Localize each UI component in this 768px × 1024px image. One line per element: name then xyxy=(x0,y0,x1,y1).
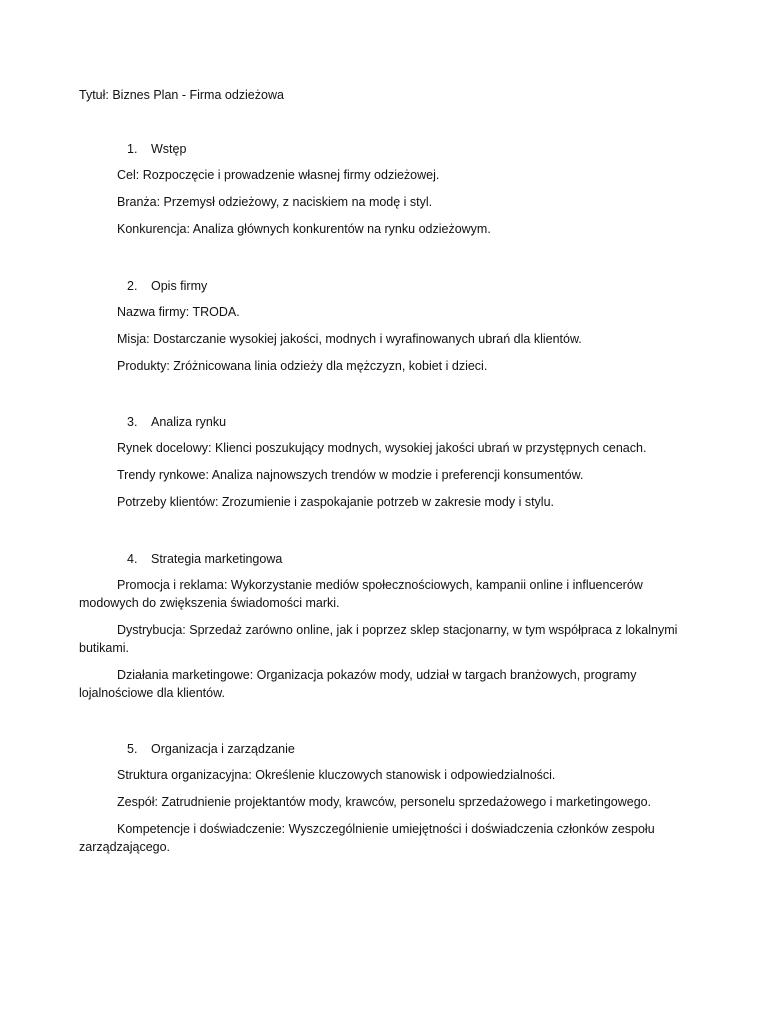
section-heading xyxy=(79,550,679,568)
section-number: 2. xyxy=(127,279,138,293)
paragraph: Cel: Rozpoczęcie i prowadzenie własnej firmy odzieżowej. xyxy=(117,168,440,182)
section-heading-text: Analiza rynku xyxy=(151,415,227,429)
section-intro xyxy=(79,140,679,247)
section-number: 3. xyxy=(127,415,138,429)
paragraph: Trendy rynkowe: Analiza najnowszych trendów w modzie i preferencji konsumentów. xyxy=(117,468,584,482)
section-number: 4. xyxy=(127,552,138,566)
document-title: Tytuł: Biznes Plan - Firma odzieżowa xyxy=(79,88,284,102)
paragraph: Branża: Przemysł odzieżowy, z naciskiem na modę i styl. xyxy=(117,195,433,209)
section-number: 5. xyxy=(127,742,138,756)
paragraph: Działania marketingowe: Organizacja pokazów mody, udział w targach branżowych, programy lojalnościowe dla klientów. xyxy=(79,668,637,700)
section-number: 1. xyxy=(127,142,138,156)
section-market-analysis xyxy=(79,413,679,520)
paragraph: Nazwa firmy: TRODA. xyxy=(117,305,240,319)
paragraph: Misja: Dostarczanie wysokiej jakości, modnych i wyrafinowanych ubrań dla klientów. xyxy=(117,332,582,346)
section-heading xyxy=(79,740,679,758)
section-marketing-strategy xyxy=(79,550,679,711)
section-heading-text: Strategia marketingowa xyxy=(151,552,283,566)
paragraph: Rynek docelowy: Klienci poszukujący modnych, wysokiej jakości ubrań w przystępnych cenach. xyxy=(117,441,647,455)
paragraph: Potrzeby klientów: Zrozumienie i zaspokajanie potrzeb w zakresie mody i stylu. xyxy=(117,495,554,509)
paragraph: Struktura organizacyjna: Określenie kluczowych stanowisk i odpowiedzialności. xyxy=(117,768,556,782)
paragraph: Konkurencja: Analiza głównych konkurentów na rynku odzieżowym. xyxy=(117,222,491,236)
section-heading xyxy=(79,277,679,295)
paragraph: Promocja i reklama: Wykorzystanie mediów społecznościowych, kampanii online i influencerów modowych do zwiększenia świadomości marki. xyxy=(79,578,643,610)
section-organization-management xyxy=(79,740,679,865)
paragraph: Zespół: Zatrudnienie projektantów mody, krawców, personelu sprzedażowego i marketingowego. xyxy=(117,795,652,809)
section-heading xyxy=(79,140,679,158)
section-heading xyxy=(79,413,679,431)
section-heading-text: Wstęp xyxy=(151,142,187,156)
paragraph: Produkty: Zróżnicowana linia odzieży dla mężczyzn, kobiet i dzieci. xyxy=(117,359,488,373)
section-heading-text: Opis firmy xyxy=(151,279,208,293)
paragraph: Kompetencje i doświadczenie: Wyszczególnienie umiejętności i doświadczenia członków zespołu zarządzającego. xyxy=(79,822,655,854)
section-company-description xyxy=(79,277,679,384)
paragraph: Dystrybucja: Sprzedaż zarówno online, jak i poprzez sklep stacjonarny, w tym współpraca z lokalnymi butikami. xyxy=(79,623,678,655)
section-heading-text: Organizacja i zarządzanie xyxy=(151,742,295,756)
